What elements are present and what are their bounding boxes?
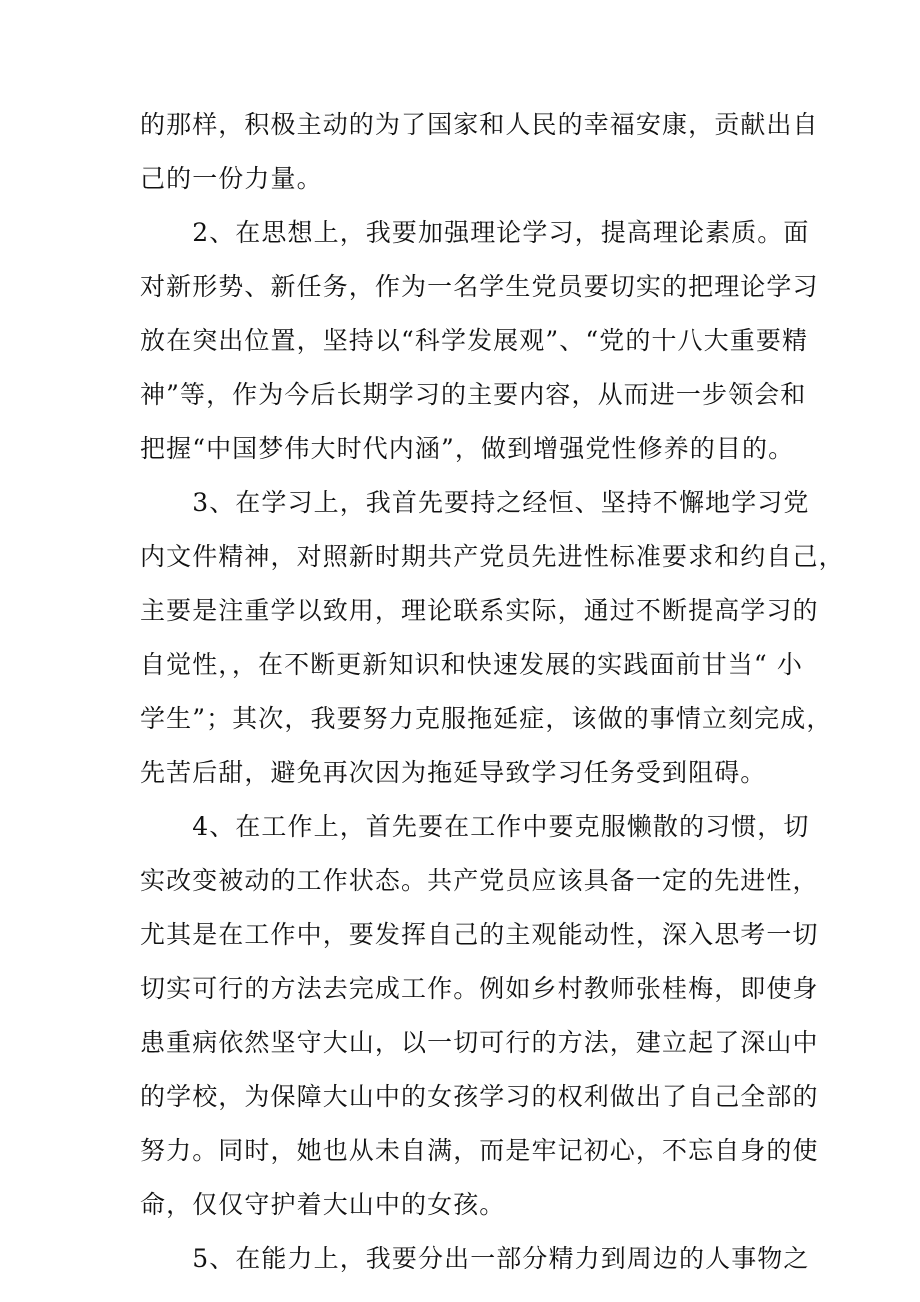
text-line: 把握“中国梦伟大时代内涵”，做到增强党性修养的目的。 xyxy=(140,434,795,463)
text-line: 2、在思想上，我要加强理论学习，提高理论素质。面 xyxy=(140,218,810,247)
text-line: 3、在学习上，我首先要持之经恒、坚持不懈地学习党 xyxy=(140,488,810,517)
text-line: 的那样，积极主动的为了国家和人民的幸福安康，贡献出自 xyxy=(140,110,819,139)
text-line: 己的一份力量。 xyxy=(140,164,323,193)
text-line: 先苦后甜，避免再次因为拖延导致学习任务受到阻碍。 xyxy=(140,758,767,787)
document-page xyxy=(140,98,845,1286)
text-line: 努力。同时，她也从未自满，而是牢记初心，不忘自身的使 xyxy=(140,1136,819,1165)
text-line: 对新形势、新任务，作为一名学生党员要切实的把理论学习 xyxy=(140,272,819,301)
text-line: 自觉性，，在不断更新知识和快速发展的实践面前甘当“ 小 xyxy=(140,650,803,679)
text-line: 命，仅仅守护着大山中的女孩。 xyxy=(140,1190,506,1219)
text-line: 学生”；其次，我要努力克服拖延症，该做的事情立刻完成， xyxy=(140,704,833,733)
text-line: 神”等，作为今后长期学习的主要内容，从而进一步领会和 xyxy=(140,380,807,409)
paragraph-continuation xyxy=(140,98,819,206)
text-line: 内文件精神，对照新时期共产党员先进性标准要求和约自己， xyxy=(140,542,845,571)
text-line: 切实可行的方法去完成工作。例如乡村教师张桂梅，即使身 xyxy=(140,974,819,1003)
paragraph-5-ability xyxy=(140,1232,810,1286)
text-line: 患重病依然坚守大山，以一切可行的方法，建立起了深山中 xyxy=(140,1028,819,1057)
text-line: 的学校，为保障大山中的女孩学习的权利做出了自己全部的 xyxy=(140,1082,819,1111)
paragraph-3-study xyxy=(140,476,845,800)
paragraph-2-ideology xyxy=(140,206,819,476)
text-line: 4、在工作上，首先要在工作中要克服懒散的习惯，切 xyxy=(140,812,810,841)
text-line: 5、在能力上，我要分出一部分精力到周边的人事物之 xyxy=(140,1244,810,1273)
paragraph-4-work xyxy=(140,800,819,1232)
text-line: 放在突出位置，坚持以“科学发展观”、“党的十八大重要精 xyxy=(140,326,809,355)
text-line: 实改变被动的工作状态。共产党员应该具备一定的先进性， xyxy=(140,866,819,895)
text-line: 尤其是在工作中，要发挥自己的主观能动性，深入思考一切 xyxy=(140,920,819,949)
text-line: 主要是注重学以致用，理论联系实际，通过不断提高学习的 xyxy=(140,596,819,625)
